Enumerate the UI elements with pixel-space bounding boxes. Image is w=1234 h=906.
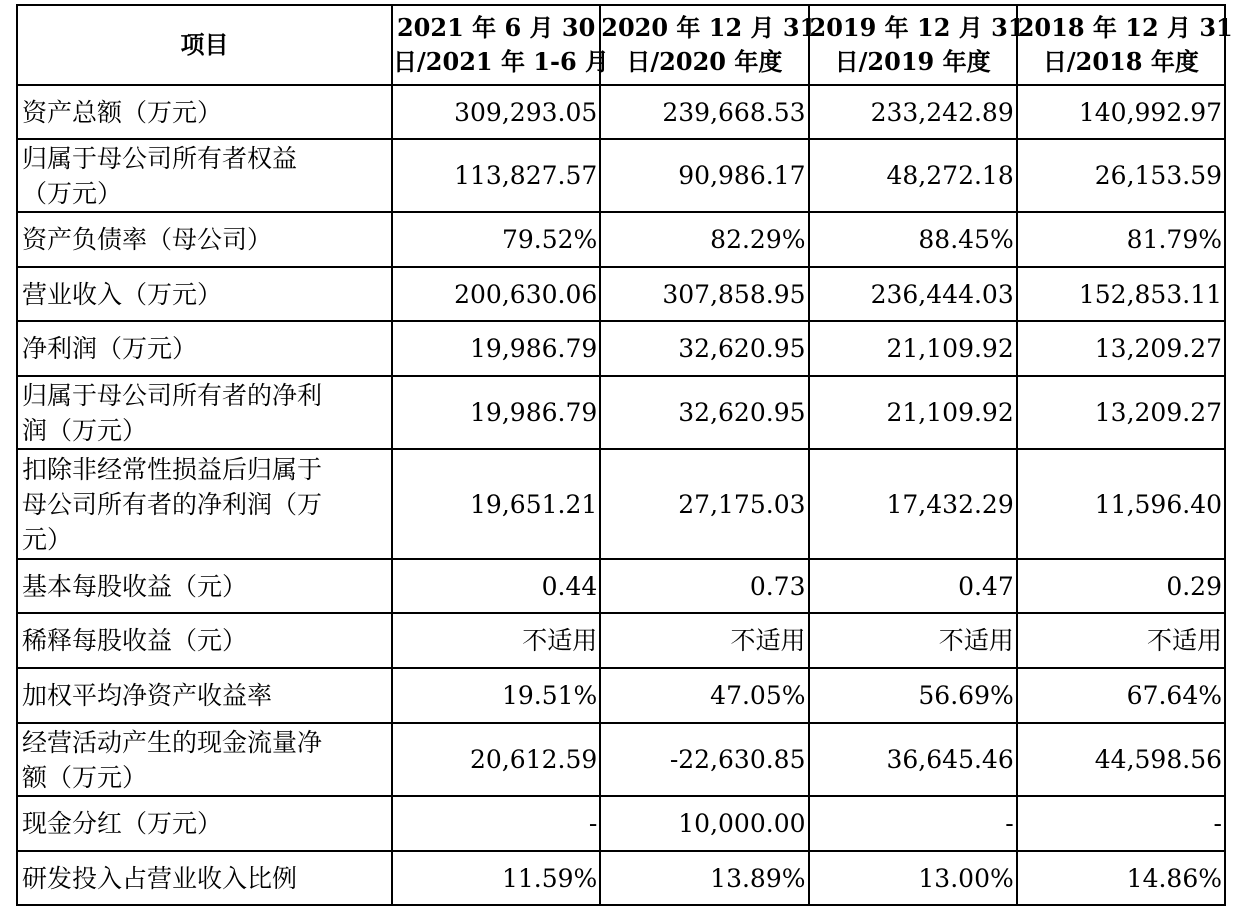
value-cell: 19,651.21 bbox=[392, 449, 600, 559]
table-row bbox=[17, 559, 1225, 613]
row-label-line: 基本每股收益（元） bbox=[22, 571, 248, 601]
row-label-line: 归属于母公司所有者权益 bbox=[22, 143, 298, 173]
header-line: 日/2021 年 1-6 月 bbox=[393, 47, 610, 76]
value-cell: 19.51% bbox=[392, 668, 600, 723]
row-label-line: 资产负债率（母公司） bbox=[22, 225, 273, 254]
value-cell: 21,109.92 bbox=[809, 321, 1017, 376]
header-line: 日/2020 年度 bbox=[626, 47, 783, 76]
header-row bbox=[17, 5, 1225, 85]
value-cell: 0.47 bbox=[809, 559, 1017, 613]
value-cell: 19,986.79 bbox=[392, 321, 600, 376]
value-cell: - bbox=[809, 796, 1017, 851]
table-row bbox=[17, 321, 1225, 376]
table-row bbox=[17, 267, 1225, 321]
value-cell: 56.69% bbox=[809, 668, 1017, 723]
value-cell: -22,630.85 bbox=[600, 723, 808, 796]
header-period-2019 bbox=[809, 5, 1025, 85]
table-row bbox=[17, 212, 1225, 267]
value-cell: 47.05% bbox=[600, 668, 808, 723]
value-cell: 48,272.18 bbox=[809, 139, 1017, 212]
value-cell: 307,858.95 bbox=[600, 267, 808, 321]
financial-data-table-container bbox=[16, 4, 1233, 906]
value-cell: 13,209.27 bbox=[1017, 376, 1225, 449]
row-label bbox=[17, 449, 392, 559]
row-label bbox=[17, 851, 392, 905]
value-cell: 19,986.79 bbox=[392, 376, 600, 449]
row-label bbox=[17, 376, 392, 449]
value-cell: 27,175.03 bbox=[600, 449, 808, 559]
value-cell: 90,986.17 bbox=[600, 139, 808, 212]
value-cell: 233,242.89 bbox=[809, 85, 1017, 139]
value-cell: 11.59% bbox=[392, 851, 600, 905]
row-label bbox=[17, 796, 392, 851]
table-row bbox=[17, 449, 1225, 559]
header-item bbox=[17, 5, 392, 85]
value-cell: 0.29 bbox=[1017, 559, 1225, 613]
row-label bbox=[17, 139, 392, 212]
row-label-line: （万元） bbox=[22, 178, 123, 208]
table-row bbox=[17, 796, 1225, 851]
value-cell: 14.86% bbox=[1017, 851, 1225, 905]
value-cell: - bbox=[392, 796, 600, 851]
value-cell: 0.73 bbox=[600, 559, 808, 613]
row-label bbox=[17, 212, 392, 267]
row-label bbox=[17, 723, 392, 796]
value-cell: 36,645.46 bbox=[809, 723, 1017, 796]
value-cell: 82.29% bbox=[600, 212, 808, 267]
value-cell: 13,209.27 bbox=[1017, 321, 1225, 376]
header-line: 日/2019 年度 bbox=[834, 47, 991, 76]
value-cell: 13.00% bbox=[809, 851, 1017, 905]
row-label-line: 净利润（万元） bbox=[22, 334, 198, 363]
value-cell: 32,620.95 bbox=[600, 376, 808, 449]
value-cell: 20,612.59 bbox=[392, 723, 600, 796]
header-period-2018 bbox=[1017, 5, 1233, 85]
value-cell: 不适用 bbox=[809, 613, 1017, 668]
row-label-line: 稀释每股收益（元） bbox=[22, 626, 248, 655]
value-cell: 不适用 bbox=[1017, 613, 1225, 668]
value-cell: 26,153.59 bbox=[1017, 139, 1225, 212]
header-line: 2021 年 6 月 30 bbox=[396, 13, 596, 42]
value-cell: 152,853.11 bbox=[1017, 267, 1225, 321]
value-cell: 21,109.92 bbox=[809, 376, 1017, 449]
table-row bbox=[17, 723, 1225, 796]
row-label bbox=[17, 559, 392, 613]
value-cell: 13.89% bbox=[600, 851, 808, 905]
value-cell: 不适用 bbox=[600, 613, 808, 668]
header-line: 日/2018 年度 bbox=[1042, 47, 1199, 76]
row-label bbox=[17, 613, 392, 668]
row-label-line: 营业收入（万元） bbox=[22, 279, 223, 309]
value-cell: 17,432.29 bbox=[809, 449, 1017, 559]
value-cell: 140,992.97 bbox=[1017, 85, 1225, 139]
row-label-line: 母公司所有者的净利润（万 bbox=[22, 489, 323, 519]
value-cell: 44,598.56 bbox=[1017, 723, 1225, 796]
table-row bbox=[17, 139, 1225, 212]
value-cell: 309,293.05 bbox=[392, 85, 600, 139]
header-line: 2019 年 12 月 31 bbox=[809, 13, 1025, 42]
value-cell: 113,827.57 bbox=[392, 139, 600, 212]
row-label-line: 润（万元） bbox=[22, 415, 148, 445]
value-cell: 79.52% bbox=[392, 212, 600, 267]
financial-data-table bbox=[16, 4, 1233, 906]
row-label-line: 扣除非经常性损益后归属于 bbox=[22, 454, 323, 484]
value-cell: 81.79% bbox=[1017, 212, 1225, 267]
value-cell: 88.45% bbox=[809, 212, 1017, 267]
header-line: 2020 年 12 月 31 bbox=[601, 13, 817, 42]
row-label-line: 资产总额（万元） bbox=[22, 97, 223, 127]
row-label bbox=[17, 267, 392, 321]
row-label bbox=[17, 321, 392, 376]
row-label-line: 加权平均净资产收益率 bbox=[22, 681, 273, 710]
row-label-line: 经营活动产生的现金流量净 bbox=[22, 727, 323, 757]
value-cell: 236,444.03 bbox=[809, 267, 1017, 321]
value-cell: - bbox=[1017, 796, 1225, 851]
row-label-line: 研发投入占营业收入比例 bbox=[22, 863, 298, 893]
value-cell: 不适用 bbox=[392, 613, 600, 668]
row-label bbox=[17, 668, 392, 723]
header-period-2021-h1 bbox=[392, 5, 610, 85]
row-label-line: 归属于母公司所有者的净利 bbox=[22, 380, 323, 410]
header-line: 项目 bbox=[180, 30, 229, 59]
table-row bbox=[17, 668, 1225, 723]
table-row bbox=[17, 613, 1225, 668]
header-period-2020 bbox=[600, 5, 817, 85]
table-row bbox=[17, 85, 1225, 139]
row-label-line: 现金分红（万元） bbox=[22, 809, 223, 838]
header-line: 2018 年 12 月 31 bbox=[1017, 13, 1233, 42]
row-label-line: 额（万元） bbox=[22, 762, 148, 792]
value-cell: 0.44 bbox=[392, 559, 600, 613]
value-cell: 67.64% bbox=[1017, 668, 1225, 723]
row-label bbox=[17, 85, 392, 139]
row-label-line: 元） bbox=[22, 524, 73, 554]
value-cell: 200,630.06 bbox=[392, 267, 600, 321]
value-cell: 239,668.53 bbox=[600, 85, 808, 139]
value-cell: 11,596.40 bbox=[1017, 449, 1225, 559]
table-row bbox=[17, 376, 1225, 449]
table-row bbox=[17, 851, 1225, 905]
value-cell: 10,000.00 bbox=[600, 796, 808, 851]
value-cell: 32,620.95 bbox=[600, 321, 808, 376]
